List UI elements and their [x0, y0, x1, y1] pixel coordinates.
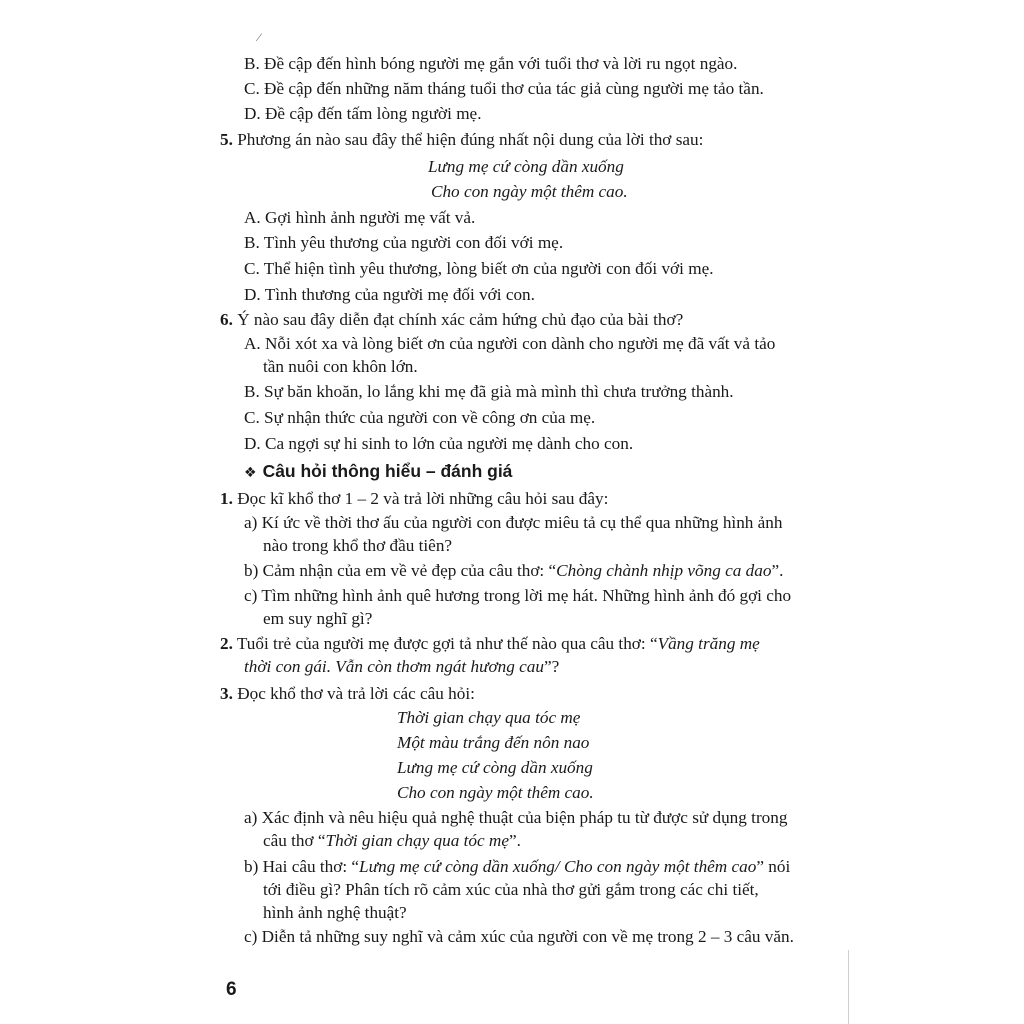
s1-number: 1. [220, 489, 233, 508]
s3-verse-line-1: Thời gian chạy qua tóc mẹ [397, 708, 581, 727]
s3-part-c: c) Diễn tả những suy nghĩ và cảm xúc của người con về mẹ trong 2 – 3 câu văn. [244, 927, 794, 946]
q5-option-d: D. Tình thương của người mẹ đối với con. [244, 285, 535, 304]
s3-part-a-prefix: câu thơ “ [263, 831, 326, 850]
s3-question [220, 683, 475, 705]
q6-text: Ý nào sau đây diễn đạt chính xác cảm hứng chủ đạo của bài thơ? [237, 310, 684, 329]
s3-text: Đọc khổ thơ và trả lời các câu hỏi: [237, 684, 475, 703]
q6-number: 6. [220, 310, 233, 329]
s3-part-b-suffix: ” nói [756, 857, 791, 876]
margin-tick-mark: ⁄ [258, 30, 261, 44]
s2-quote-part-1: Vầng trăng mẹ [657, 634, 760, 653]
q5-question [220, 129, 703, 151]
q4-option-c: C. Đề cập đến những năm tháng tuổi thơ của tác giả cùng người mẹ tảo tần. [244, 79, 764, 98]
s3-verse-line-3: Lưng mẹ cứ còng dần xuống [397, 758, 593, 777]
s3-part-b-quote: Lưng mẹ cứ còng dần xuống/ Cho con ngày một thêm cao [359, 857, 757, 876]
s1-part-b-suffix: ”. [771, 561, 784, 580]
q6-option-b: B. Sự băn khoăn, lo lắng khi mẹ đã già mà mình thì chưa trưởng thành. [244, 382, 734, 401]
q6-option-c: C. Sự nhận thức của người con về công ơn của mẹ. [244, 408, 596, 427]
q5-verse-line-1: Lưng mẹ cứ còng dần xuống [428, 157, 624, 176]
s1-part-b [244, 560, 783, 582]
q6-option-d: D. Ca ngợi sự hi sinh to lớn của người mẹ dành cho con. [244, 434, 634, 453]
s1-part-a-line-2: nào trong khổ thơ đầu tiên? [263, 536, 453, 555]
page-edge-line [848, 950, 849, 1024]
s2-number: 2. [220, 634, 233, 653]
s1-part-b-quote: Chòng chành nhịp võng ca dao [556, 561, 772, 580]
s2-question-line-1 [220, 633, 760, 655]
s3-part-a-suffix: ”. [508, 831, 521, 850]
s3-number: 3. [220, 684, 233, 703]
s3-verse-line-4: Cho con ngày một thêm cao. [397, 783, 594, 802]
s3-part-b-line-1 [244, 856, 790, 878]
s3-part-a-line-2 [263, 830, 521, 852]
s2-quote-part-2: thời con gái. Vẫn còn thơm ngát hương cau [244, 657, 544, 676]
q5-verse-line-2: Cho con ngày một thêm cao. [431, 182, 628, 201]
s1-part-c-line-1: c) Tìm những hình ảnh quê hương trong lời mẹ hát. Những hình ảnh đó gợi cho [244, 586, 792, 605]
diamond-bullet-icon: ❖ [244, 464, 257, 480]
s3-part-a-line-1: a) Xác định và nêu hiệu quả nghệ thuật của biện pháp tu từ được sử dụng trong [244, 808, 788, 827]
q6-option-a-line-2: tần nuôi con khôn lớn. [263, 357, 418, 376]
q6-option-a-line-1: A. Nỗi xót xa và lòng biết ơn của người con dành cho người mẹ đã vất vả tảo [244, 334, 776, 353]
q5-option-c: C. Thể hiện tình yêu thương, lòng biết ơn của người con đối với mẹ. [244, 259, 714, 278]
page-number: 6 [226, 979, 237, 1000]
q5-number: 5. [220, 130, 233, 149]
s3-part-b-prefix: b) Hai câu thơ: “ [244, 857, 360, 876]
s1-part-b-prefix: b) Cảm nhận của em về vẻ đẹp của câu thơ: “ [244, 561, 557, 580]
s1-text: Đọc kĩ khổ thơ 1 – 2 và trả lời những câu hỏi sau đây: [237, 489, 609, 508]
s2-text: Tuổi trẻ của người mẹ được gợi tả như thế nào qua câu thơ: “ [236, 634, 658, 653]
s3-part-a-quote: Thời gian chạy qua tóc mẹ [325, 831, 509, 850]
q4-option-d: D. Đề cập đến tấm lòng người mẹ. [244, 104, 482, 123]
q4-option-b: B. Đề cập đến hình bóng người mẹ gắn với tuổi thơ và lời ru ngọt ngào. [244, 54, 738, 73]
section-heading [244, 460, 512, 483]
s1-part-a-line-1: a) Kí ức về thời thơ ấu của người con được miêu tả cụ thể qua những hình ảnh [244, 513, 783, 532]
s2-question-line-2 [244, 656, 559, 678]
section-title: Câu hỏi thông hiểu – đánh giá [262, 461, 513, 481]
q5-text: Phương án nào sau đây thể hiện đúng nhất nội dung của lời thơ sau: [237, 130, 704, 149]
s3-part-b-line-3: hình ảnh nghệ thuật? [263, 903, 407, 922]
q6-question [220, 309, 683, 331]
s1-question [220, 488, 608, 510]
s3-part-b-line-2: tới điều gì? Phân tích rõ cảm xúc của nhà thơ gửi gắm trong các chi tiết, [263, 880, 759, 899]
q5-option-a: A. Gợi hình ảnh người mẹ vất vả. [244, 208, 476, 227]
s1-part-c-line-2: em suy nghĩ gì? [263, 609, 373, 628]
s2-suffix: ”? [543, 657, 560, 676]
q5-option-b: B. Tình yêu thương của người con đối với mẹ. [244, 233, 564, 252]
s3-verse-line-2: Một màu trắng đến nôn nao [397, 733, 590, 752]
